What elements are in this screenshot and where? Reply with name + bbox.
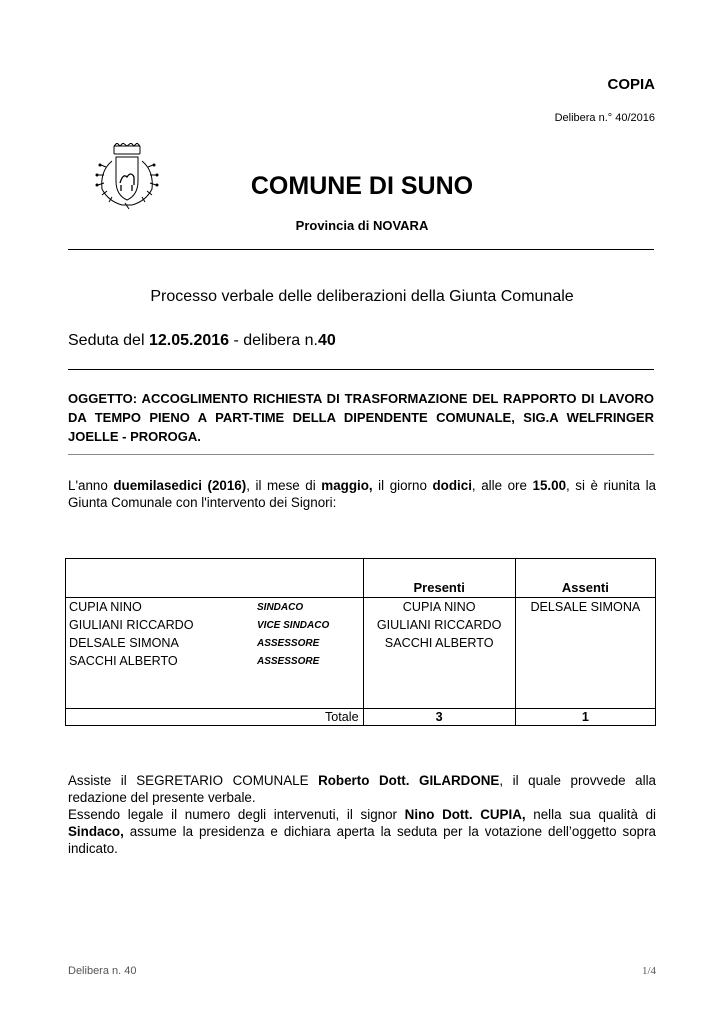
totale-label: Totale: [66, 709, 364, 726]
intro-month: maggio,: [321, 478, 373, 493]
member-role: ASSESSORE: [257, 655, 320, 667]
presenti-cell: [363, 598, 515, 709]
member-name: SACCHI ALBERTO: [69, 654, 178, 668]
processo-verbale-heading: Processo verbale delle deliberazioni della Giunta Comunale: [150, 288, 574, 305]
member-row: [66, 634, 363, 652]
divider: [68, 249, 654, 250]
sindaco-name: Nino Dott. CUPIA,: [404, 807, 526, 822]
essendo-text: nella sua qualità di: [525, 807, 656, 822]
member-role: VICE SINDACO: [257, 619, 330, 631]
segretario-name: Roberto Dott. GILARDONE: [318, 773, 500, 788]
member-name: CUPIA NINO: [69, 600, 142, 614]
seduta-date: 12.05.2016: [148, 332, 230, 349]
intro-text: , il mese di: [246, 478, 322, 493]
member-row: [66, 616, 363, 634]
header-blank-cell: [66, 559, 364, 598]
seduta-prefix: Seduta del: [68, 332, 149, 349]
essendo-text: assume la presidenza e dichiara aperta la seduta per la votazione dell’oggetto sopra indicato.: [68, 824, 656, 856]
totale-assenti: 1: [515, 709, 655, 726]
essendo-text: Essendo legale il numero degli intervenuti, il signor: [68, 807, 405, 822]
members-cell: [66, 598, 364, 709]
delibera-reference: Delibera n.° 40/2016: [554, 112, 655, 124]
seduta-line: [68, 332, 336, 350]
assenti-header: Assenti: [515, 559, 655, 598]
oggetto-text: OGGETTO: ACCOGLIMENTO RICHIESTA DI TRASFORMAZIONE DEL RAPPORTO DI LAVORO DA TEMPO PIENO A PART-TIME DELLA DIPENDENTE COMUNALE, SIG.A WELFRINGER JOELLE - PROROGA.: [68, 391, 654, 444]
intro-text: il giorno: [372, 478, 433, 493]
footer-delibera: Delibera n. 40: [68, 965, 137, 977]
divider: [68, 369, 654, 370]
intro-text: L'anno: [68, 478, 114, 493]
essendo-paragraph: [68, 806, 656, 857]
assiste-text: , il quale provvede alla redazione del presente verbale.: [68, 773, 657, 805]
provincia-label: Provincia di NOVARA: [295, 218, 429, 233]
intro-paragraph: [68, 477, 656, 511]
presente-name: GIULIANI RICCARDO: [376, 618, 502, 632]
intro-hour: 15.00: [532, 478, 567, 493]
member-role: SINDACO: [257, 601, 304, 613]
presente-name: CUPIA NINO: [402, 600, 476, 614]
member-name: DELSALE SIMONA: [69, 636, 179, 650]
assiste-text: Assiste il SEGRETARIO COMUNALE: [68, 773, 319, 788]
sindaco-title: Sindaco,: [68, 824, 124, 839]
intro-year: duemilasedici (2016): [113, 478, 247, 493]
member-row: [66, 652, 363, 670]
page-number: 1/4: [641, 965, 656, 977]
assiste-paragraph: [68, 772, 656, 806]
attendance-table: [65, 558, 656, 726]
presenti-header: Presenti: [363, 559, 515, 598]
intro-text: , alle ore: [471, 478, 533, 493]
divider: [68, 454, 654, 455]
totale-presenti: 3: [363, 709, 515, 726]
member-role: ASSESSORE: [257, 637, 320, 649]
assente-name: DELSALE SIMONA: [530, 600, 641, 614]
member-row: [66, 598, 363, 616]
copia-label: COPIA: [607, 76, 655, 93]
seduta-mid: - delibera n.: [229, 332, 318, 349]
page-title: COMUNE DI SUNO: [250, 172, 474, 200]
presente-name: SACCHI ALBERTO: [384, 636, 494, 650]
seduta-number: 40: [317, 332, 336, 349]
assenti-cell: [515, 598, 655, 709]
intro-day: dodici: [432, 478, 472, 493]
intro-text: , si è riunita la Giunta Comunale con l'intervento dei Signori:: [68, 478, 656, 510]
member-name: GIULIANI RICCARDO: [69, 618, 194, 632]
